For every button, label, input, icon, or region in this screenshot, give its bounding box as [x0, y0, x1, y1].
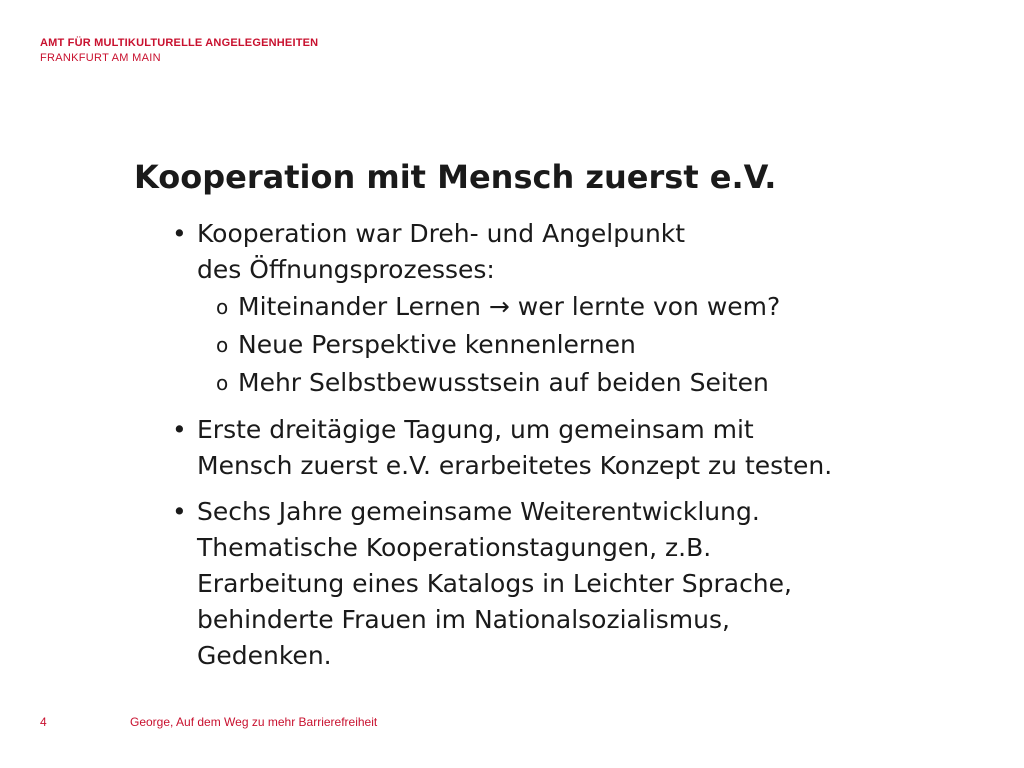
organization-city: FRANKFURT AM MAIN: [40, 52, 161, 64]
organization-name: AMT FÜR MULTIKULTURELLE ANGELEGENHEITEN: [40, 37, 319, 49]
sub-bullet-item: [216, 326, 832, 364]
bullet-line: des Öffnungsprozesses:: [197, 255, 495, 284]
bullet-list: [172, 216, 832, 684]
organization-header: [40, 36, 318, 66]
bullet-item-conference: [172, 412, 832, 484]
bullet-item-development: [172, 494, 832, 674]
bullet-icon: •: [172, 497, 187, 526]
bullet-line: Thematische Kooperationstagungen, z.B.: [197, 533, 712, 562]
bullet-line: behinderte Frauen im Nationalsozialismus,: [197, 605, 730, 634]
bullet-line: Sechs Jahre gemeinsame Weiterentwicklung.: [197, 497, 760, 526]
circle-bullet-icon: o: [216, 371, 229, 395]
bullet-line: Erarbeitung eines Katalogs in Leichter Sprache,: [197, 569, 792, 598]
sub-bullet-item: [216, 364, 832, 402]
bullet-line: Mensch zuerst e.V. erarbeitetes Konzept zu testen.: [197, 451, 833, 480]
bullet-icon: •: [172, 219, 187, 248]
bullet-text: [197, 412, 832, 484]
footer-text: George, Auf dem Weg zu mehr Barrierefreiheit: [130, 715, 378, 729]
sub-bullet-text: Neue Perspektive kennenlernen: [238, 330, 636, 359]
page-number: 4: [40, 715, 47, 729]
bullet-item-cooperation: [172, 216, 832, 402]
sub-bullet-list: [197, 288, 832, 402]
bullet-line: Gedenken.: [197, 641, 332, 670]
bullet-text: [197, 494, 832, 674]
circle-bullet-icon: o: [216, 295, 229, 319]
bullet-text: [197, 216, 832, 288]
circle-bullet-icon: o: [216, 333, 229, 357]
bullet-line: Kooperation war Dreh- und Angelpunkt: [197, 219, 686, 248]
bullet-icon: •: [172, 415, 187, 444]
sub-bullet-item: [216, 288, 832, 326]
sub-bullet-text: Miteinander Lernen → wer lernte von wem?: [238, 292, 781, 321]
bullet-line: Erste dreitägige Tagung, um gemeinsam mit: [197, 415, 754, 444]
sub-bullet-text: Mehr Selbstbewusstsein auf beiden Seiten: [238, 368, 769, 397]
slide-title: Kooperation mit Mensch zuerst e.V.: [134, 158, 777, 196]
